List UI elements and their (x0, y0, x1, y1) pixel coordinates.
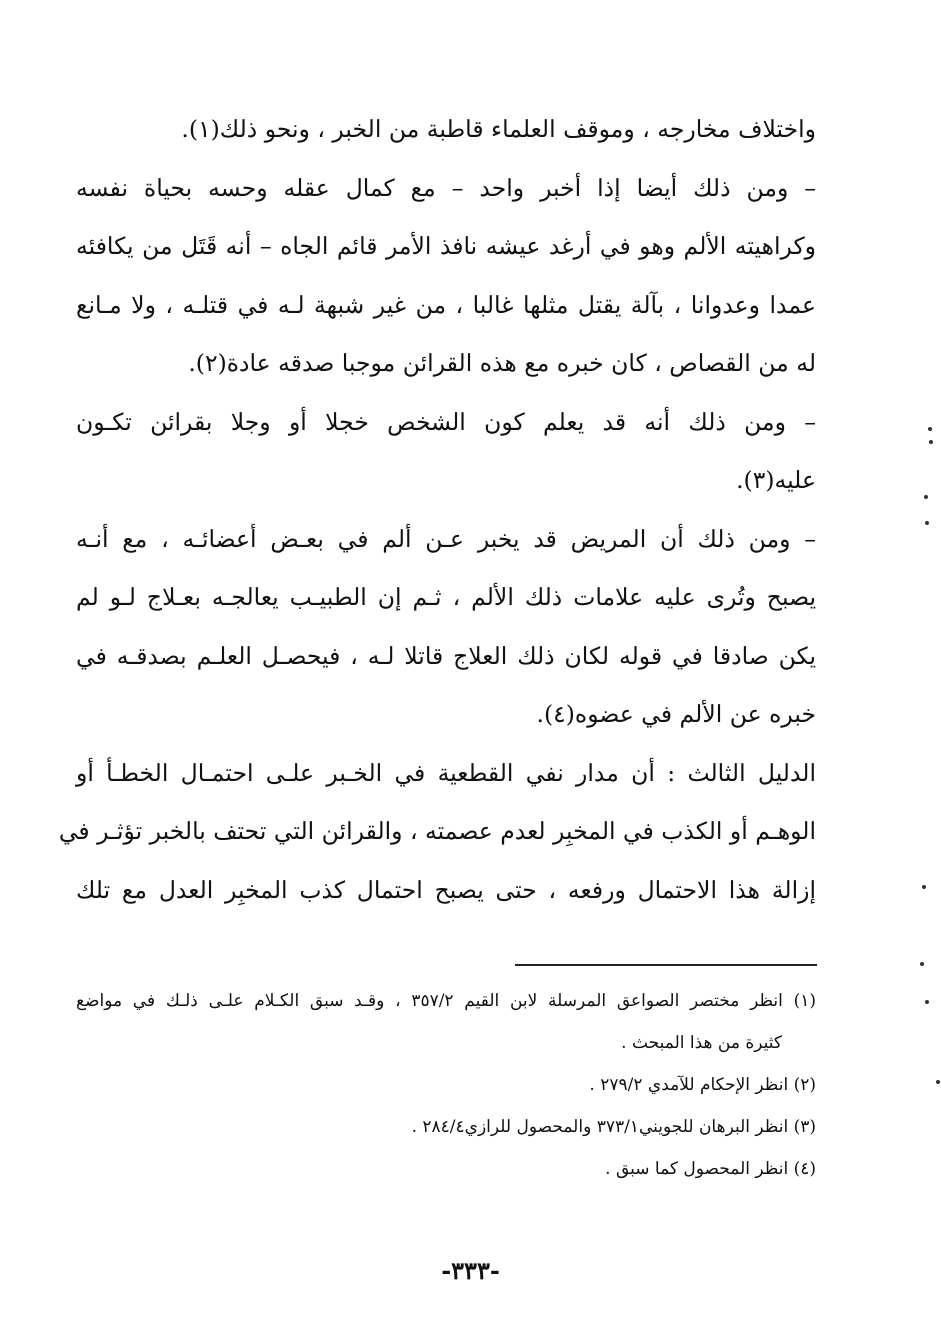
body-line: – ومن ذلك أنه قد يعلم كون الشخص خجلا أو وجلا بقرائن تكـون (76, 407, 816, 436)
body-line: خبره عن الألم في عضوه(٤). (536, 700, 816, 728)
page-number: -٣٣٣- (441, 1256, 500, 1285)
body-line: له من القصاص ، كان خبره مع هذه القرائن موجبا صدقه عادة(٢). (188, 349, 816, 377)
footnote-separator (515, 964, 817, 966)
body-line: الدليل الثالث : أن مدار نفي القطعية في الخـبر علـى احتمـال الخطـأ أو (76, 758, 816, 787)
body-line: عليه(٣). (736, 466, 816, 494)
scan-speck (925, 1000, 929, 1004)
footnote-1-continuation: كثيرة من هذا المبحث . (621, 1033, 782, 1053)
scan-speck (936, 1080, 940, 1084)
scan-speck (920, 962, 924, 966)
footnotes (76, 980, 816, 1190)
footnote-4: (٤) انظر المحصول كما سبق . (605, 1159, 816, 1179)
body-text (58, 100, 817, 919)
body-line: وكراهيته الألم وهو في أرغد عيشه نافذ الأمر قائم الجاه – أنه قَتَل من يكافئه (76, 232, 816, 260)
body-line: يصبح وتُرى عليه علامات ذلك الألم ، ثـم إن الطبيـب يعالجـه بعـلاج لـو لم (76, 583, 816, 611)
scan-speck (924, 495, 928, 499)
body-line: الوهـم أو الكذب في المخبِر لعدم عصمته ، والقرائن التي تحتف بالخبر تؤثـر في (58, 817, 816, 845)
body-line: – ومن ذلك أن المريض قد يخبر عـن ألم في بعـض أعضائـه ، مع أنـه (76, 524, 817, 553)
body-line: يكن صادقا في قوله لكان ذلك العلاج قاتلا لـه ، فيحصـل العلـم بصدقـه في (76, 641, 816, 670)
scan-speck (929, 440, 933, 444)
body-line: واختلاف مخارجه ، وموقف العلماء قاطبة من الخبر ، ونحو ذلك(١). (181, 115, 816, 143)
footnote-1: (١) انظر مختصر الصواعق المرسلة لابن القيم ٣٥٧/٢ ، وقـد سبق الكـلام علـى ذلـك في مواضع (76, 991, 816, 1011)
body-line: إزالة هذا الاحتمال ورفعه ، حتى يصبح احتمال كذب المخبِر العدل مع تلك (76, 875, 816, 904)
scan-speck (925, 521, 929, 525)
footnote-2: (٢) انظر الإحكام للآمدي ٢٧٩/٢ . (589, 1075, 816, 1095)
scan-speck (922, 885, 926, 889)
body-line: – ومن ذلك أيضا إذا أخبر واحد – مع كمال عقله وحسه بحياة نفسه (76, 173, 816, 202)
footnote-3: (٣) انظر البرهان للجويني٣٧٣/١ والمحصول للرازي٢٨٤/٤ . (411, 1117, 816, 1137)
scan-speck (928, 427, 932, 431)
body-line: عمدا وعدوانا ، بآلة يقتل مثلها غالبا ، من غير شبهة لـه في قتلـه ، ولا مـانع (76, 290, 816, 319)
